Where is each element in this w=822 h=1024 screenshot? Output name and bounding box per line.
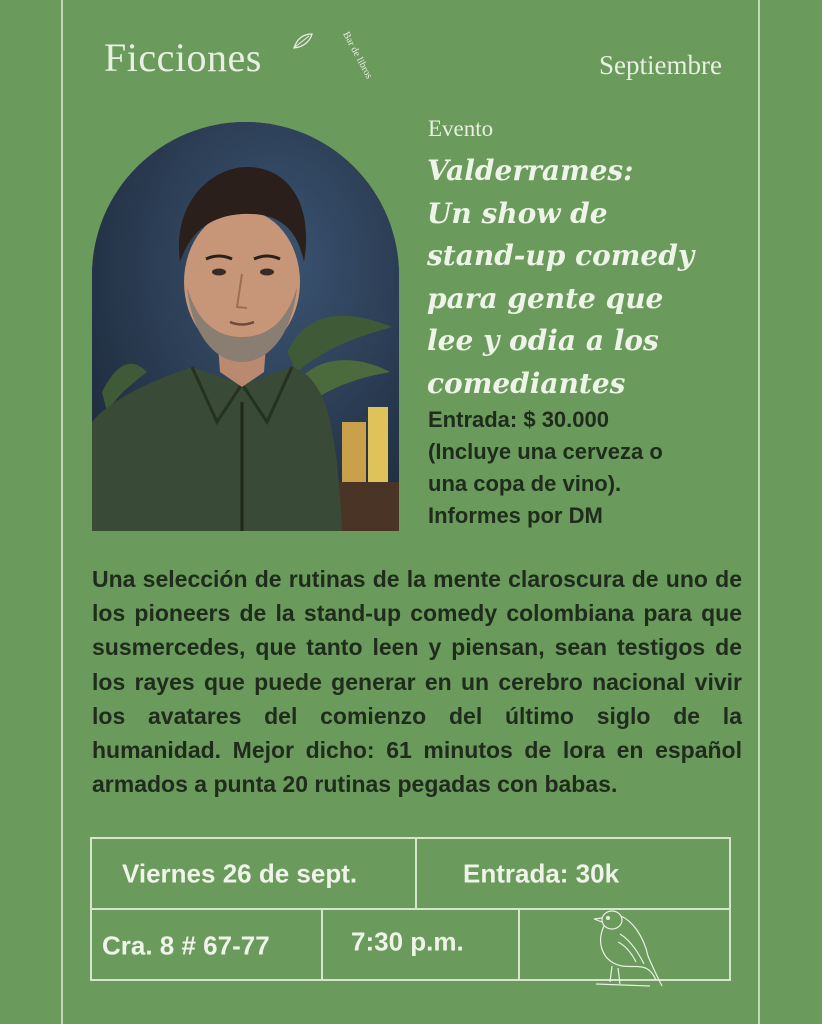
time-cell <box>323 910 520 981</box>
address-cell <box>92 910 323 981</box>
entry-cell <box>417 839 731 910</box>
bird-cell <box>520 910 731 981</box>
address-text: Cra. 8 # 67-77 <box>102 930 270 960</box>
event-label: Evento <box>428 116 494 141</box>
event-description: Una selección de rutinas de la mente claroscura de uno de los pioneers de la stand-up comedy colombiana para que susmercedes, que tanto leen y piensan, sean testigos de los rayes que puede generar en un cerebro nacional vivir los avatares del comienzo del último siglo de la humanidad. Mejor dicho: 61 minutos de lora en español armados a punta 20 rutinas pegadas con babas. <box>92 566 742 798</box>
event-title-line: lee y odia a los <box>427 324 659 357</box>
event-title-line: para gente que <box>427 281 664 315</box>
event-title-line: comediantes <box>427 366 626 400</box>
details-table <box>90 837 731 981</box>
leaf-icon <box>292 32 314 50</box>
event-title <box>427 150 727 405</box>
brand-logo <box>104 30 375 81</box>
entry-text: Entrada: 30k <box>463 858 620 888</box>
brand-name: Ficciones <box>104 35 262 80</box>
date-text: Viernes 26 de sept. <box>122 858 358 888</box>
price-line: Informes por DM <box>428 503 603 528</box>
price-line: una copa de vino). <box>428 471 622 496</box>
price-line: Entrada: $ 30.000 <box>428 407 609 432</box>
event-title-line: stand-up comedy <box>427 239 695 272</box>
left-border-line <box>61 0 63 1024</box>
time-text: 7:30 p.m. <box>351 926 464 957</box>
right-border-line <box>758 0 760 1024</box>
date-cell <box>92 839 417 910</box>
bird-illustration-icon <box>590 906 666 992</box>
month-label: Septiembre <box>599 50 722 80</box>
event-title-line: Un show de <box>427 196 608 230</box>
event-title-line: Valderrames: <box>427 154 634 187</box>
speaker-photo <box>92 122 399 531</box>
price-info <box>428 404 728 532</box>
price-line: (Incluye una cerveza o <box>428 439 663 464</box>
brand-subtitle: Bar de libros <box>340 30 375 81</box>
